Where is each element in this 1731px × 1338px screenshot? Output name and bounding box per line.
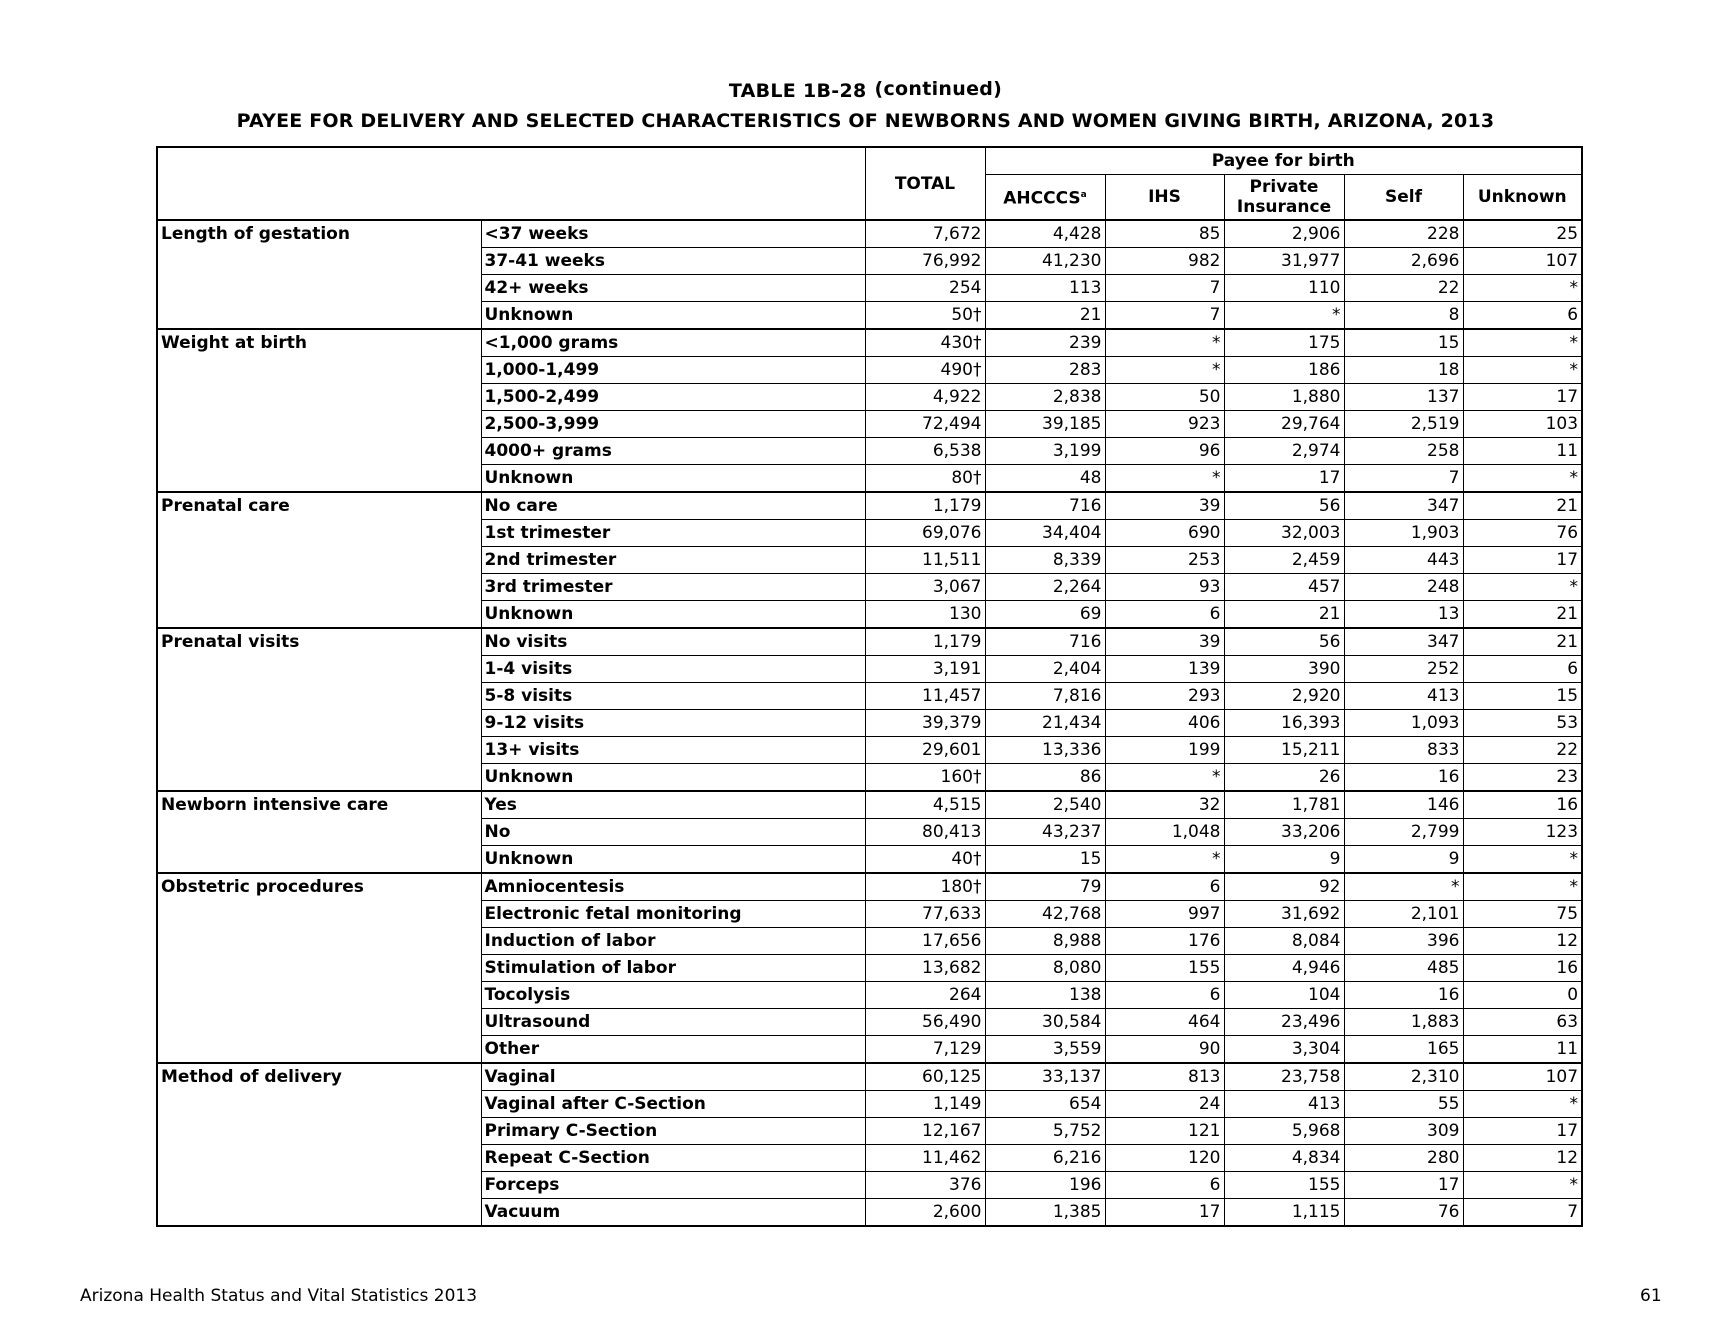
- private-insurance-cell: 1,115: [1224, 1199, 1344, 1227]
- unknown-cell: 75: [1463, 901, 1582, 928]
- private-insurance-cell: 1,880: [1224, 384, 1344, 411]
- ahcccs-cell: 43,237: [985, 819, 1105, 846]
- ahcccs-cell: 716: [985, 492, 1105, 520]
- row-label: 1st trimester: [481, 520, 865, 547]
- private-insurance-cell: 4,946: [1224, 955, 1344, 982]
- self-column-header: Self: [1344, 175, 1463, 221]
- row-label: Unknown: [481, 764, 865, 792]
- total-cell: 17,656: [865, 928, 985, 955]
- private-insurance-cell: 31,977: [1224, 248, 1344, 275]
- ihs-cell: 7: [1105, 275, 1224, 302]
- private-insurance-cell: 33,206: [1224, 819, 1344, 846]
- continued-label: (continued): [874, 78, 1003, 100]
- ihs-cell: 17: [1105, 1199, 1224, 1227]
- unknown-cell: 16: [1463, 955, 1582, 982]
- ihs-cell: 93: [1105, 574, 1224, 601]
- table-header: [157, 147, 1582, 220]
- private-insurance-cell: 15,211: [1224, 737, 1344, 764]
- total-cell: 69,076: [865, 520, 985, 547]
- private-insurance-cell: 29,764: [1224, 411, 1344, 438]
- unknown-cell: *: [1463, 357, 1582, 384]
- total-cell: 40†: [865, 846, 985, 874]
- ahcccs-cell: 41,230: [985, 248, 1105, 275]
- unknown-cell: 6: [1463, 302, 1582, 330]
- unknown-cell: *: [1463, 329, 1582, 357]
- total-cell: 130: [865, 601, 985, 629]
- ahcccs-cell: 39,185: [985, 411, 1105, 438]
- ihs-column-header: IHS: [1105, 175, 1224, 221]
- private-insurance-cell: 32,003: [1224, 520, 1344, 547]
- ahcccs-cell: 113: [985, 275, 1105, 302]
- total-cell: 56,490: [865, 1009, 985, 1036]
- ihs-cell: 24: [1105, 1091, 1224, 1118]
- total-cell: 80†: [865, 465, 985, 493]
- ahcccs-cell: 6,216: [985, 1145, 1105, 1172]
- ihs-cell: 176: [1105, 928, 1224, 955]
- private-insurance-cell: 56: [1224, 628, 1344, 656]
- private-insurance-cell: 26: [1224, 764, 1344, 792]
- table-title: PAYEE FOR DELIVERY AND SELECTED CHARACTERISTICS OF NEWBORNS AND WOMEN GIVING BIRTH, ARIZONA, 2013: [236, 110, 1495, 132]
- blank-header-cell: [157, 147, 865, 220]
- private-insurance-cell: 5,968: [1224, 1118, 1344, 1145]
- unknown-cell: *: [1463, 846, 1582, 874]
- self-cell: 347: [1344, 628, 1463, 656]
- row-label: No visits: [481, 628, 865, 656]
- row-label: Unknown: [481, 465, 865, 493]
- private-insurance-cell: 92: [1224, 873, 1344, 901]
- row-label: No: [481, 819, 865, 846]
- ahcccs-cell: 283: [985, 357, 1105, 384]
- ihs-cell: 7: [1105, 302, 1224, 330]
- self-cell: 228: [1344, 220, 1463, 248]
- row-label: Forceps: [481, 1172, 865, 1199]
- ahcccs-cell: 2,404: [985, 656, 1105, 683]
- private-insurance-cell: 1,781: [1224, 791, 1344, 819]
- unknown-cell: 11: [1463, 438, 1582, 465]
- footer-publication: Arizona Health Status and Vital Statistics 2013: [80, 1286, 478, 1306]
- row-label: Unknown: [481, 846, 865, 874]
- total-cell: 264: [865, 982, 985, 1009]
- ahcccs-cell: 5,752: [985, 1118, 1105, 1145]
- private-insurance-cell: 104: [1224, 982, 1344, 1009]
- private-insurance-cell: 23,758: [1224, 1063, 1344, 1091]
- ahcccs-cell: 2,264: [985, 574, 1105, 601]
- total-cell: 80,413: [865, 819, 985, 846]
- unknown-cell: 76: [1463, 520, 1582, 547]
- total-cell: 77,633: [865, 901, 985, 928]
- table-row: [157, 220, 1582, 248]
- ahcccs-cell: 4,428: [985, 220, 1105, 248]
- private-insurance-cell: 390: [1224, 656, 1344, 683]
- category-label: Obstetric procedures: [157, 873, 481, 1063]
- total-cell: 6,538: [865, 438, 985, 465]
- self-cell: 2,519: [1344, 411, 1463, 438]
- self-cell: 258: [1344, 438, 1463, 465]
- row-label: 2,500-3,999: [481, 411, 865, 438]
- payee-group-header: Payee for birth: [985, 147, 1582, 175]
- page-number: 61: [1640, 1286, 1662, 1306]
- private-insurance-cell: 186: [1224, 357, 1344, 384]
- row-label: <1,000 grams: [481, 329, 865, 357]
- ahcccs-cell: 7,816: [985, 683, 1105, 710]
- ahcccs-cell: 21: [985, 302, 1105, 330]
- private-insurance-cell: 9: [1224, 846, 1344, 874]
- row-label: Amniocentesis: [481, 873, 865, 901]
- ihs-cell: 6: [1105, 601, 1224, 629]
- row-label: Electronic fetal monitoring: [481, 901, 865, 928]
- total-cell: 11,462: [865, 1145, 985, 1172]
- ihs-cell: 6: [1105, 873, 1224, 901]
- ihs-cell: 293: [1105, 683, 1224, 710]
- row-label: 1,500-2,499: [481, 384, 865, 411]
- category-label: Prenatal visits: [157, 628, 481, 791]
- unknown-cell: 17: [1463, 547, 1582, 574]
- row-label: <37 weeks: [481, 220, 865, 248]
- ihs-cell: 997: [1105, 901, 1224, 928]
- ahcccs-cell: 21,434: [985, 710, 1105, 737]
- total-cell: 180†: [865, 873, 985, 901]
- self-cell: 9: [1344, 846, 1463, 874]
- row-label: Induction of labor: [481, 928, 865, 955]
- unknown-cell: 25: [1463, 220, 1582, 248]
- ahcccs-cell: 2,838: [985, 384, 1105, 411]
- unknown-cell: 6: [1463, 656, 1582, 683]
- ihs-cell: 85: [1105, 220, 1224, 248]
- ihs-cell: 6: [1105, 982, 1224, 1009]
- ahcccs-cell: 3,199: [985, 438, 1105, 465]
- category-label: Length of gestation: [157, 220, 481, 329]
- ihs-cell: 1,048: [1105, 819, 1224, 846]
- self-cell: 55: [1344, 1091, 1463, 1118]
- self-cell: 309: [1344, 1118, 1463, 1145]
- table-id-heading: [0, 80, 1731, 102]
- row-label: 13+ visits: [481, 737, 865, 764]
- unknown-cell: 0: [1463, 982, 1582, 1009]
- self-cell: 413: [1344, 683, 1463, 710]
- self-cell: 252: [1344, 656, 1463, 683]
- total-cell: 160†: [865, 764, 985, 792]
- self-cell: 137: [1344, 384, 1463, 411]
- private-insurance-cell: 17: [1224, 465, 1344, 493]
- unknown-cell: 21: [1463, 628, 1582, 656]
- ihs-cell: 923: [1105, 411, 1224, 438]
- private-insurance-cell: 21: [1224, 601, 1344, 629]
- self-cell: 76: [1344, 1199, 1463, 1227]
- self-cell: 8: [1344, 302, 1463, 330]
- ahcccs-cell: 33,137: [985, 1063, 1105, 1091]
- ihs-cell: 199: [1105, 737, 1224, 764]
- total-cell: 3,191: [865, 656, 985, 683]
- ahcccs-cell: 15: [985, 846, 1105, 874]
- private-insurance-cell: 110: [1224, 275, 1344, 302]
- total-cell: 4,922: [865, 384, 985, 411]
- unknown-cell: *: [1463, 873, 1582, 901]
- ahcccs-cell: 654: [985, 1091, 1105, 1118]
- private-insurance-cell: 23,496: [1224, 1009, 1344, 1036]
- category-label: Newborn intensive care: [157, 791, 481, 873]
- ihs-cell: *: [1105, 764, 1224, 792]
- self-cell: 1,883: [1344, 1009, 1463, 1036]
- self-cell: 22: [1344, 275, 1463, 302]
- self-cell: 146: [1344, 791, 1463, 819]
- total-cell: 4,515: [865, 791, 985, 819]
- private-insurance-cell: 31,692: [1224, 901, 1344, 928]
- ihs-cell: 155: [1105, 955, 1224, 982]
- self-cell: 2,696: [1344, 248, 1463, 275]
- ihs-cell: 32: [1105, 791, 1224, 819]
- self-cell: 485: [1344, 955, 1463, 982]
- ahcccs-cell: 2,540: [985, 791, 1105, 819]
- ahcccs-cell: 48: [985, 465, 1105, 493]
- ahcccs-cell: 239: [985, 329, 1105, 357]
- self-cell: 347: [1344, 492, 1463, 520]
- ihs-cell: 982: [1105, 248, 1224, 275]
- ahcccs-footnote-marker: a: [1080, 190, 1087, 201]
- self-cell: 16: [1344, 982, 1463, 1009]
- unknown-cell: *: [1463, 465, 1582, 493]
- total-cell: 12,167: [865, 1118, 985, 1145]
- ihs-cell: *: [1105, 465, 1224, 493]
- row-label: No care: [481, 492, 865, 520]
- row-label: 5-8 visits: [481, 683, 865, 710]
- total-cell: 72,494: [865, 411, 985, 438]
- ihs-cell: 121: [1105, 1118, 1224, 1145]
- unknown-cell: 107: [1463, 248, 1582, 275]
- private-insurance-cell: 8,084: [1224, 928, 1344, 955]
- private-insurance-cell: 4,834: [1224, 1145, 1344, 1172]
- private-insurance-cell: *: [1224, 302, 1344, 330]
- payee-table: [156, 146, 1583, 1227]
- row-label: Stimulation of labor: [481, 955, 865, 982]
- unknown-cell: 17: [1463, 384, 1582, 411]
- ihs-cell: 90: [1105, 1036, 1224, 1064]
- ahcccs-cell: 1,385: [985, 1199, 1105, 1227]
- unknown-cell: 22: [1463, 737, 1582, 764]
- unknown-cell: 15: [1463, 683, 1582, 710]
- self-cell: 248: [1344, 574, 1463, 601]
- self-cell: 1,093: [1344, 710, 1463, 737]
- total-cell: 13,682: [865, 955, 985, 982]
- ahcccs-cell: 42,768: [985, 901, 1105, 928]
- total-cell: 254: [865, 275, 985, 302]
- unknown-cell: *: [1463, 1091, 1582, 1118]
- row-label: 1-4 visits: [481, 656, 865, 683]
- unknown-cell: 63: [1463, 1009, 1582, 1036]
- ihs-cell: 96: [1105, 438, 1224, 465]
- table-row: [157, 329, 1582, 357]
- ihs-cell: *: [1105, 846, 1224, 874]
- ahcccs-cell: 69: [985, 601, 1105, 629]
- category-label: Method of delivery: [157, 1063, 481, 1226]
- row-label: 4000+ grams: [481, 438, 865, 465]
- ahcccs-cell: 13,336: [985, 737, 1105, 764]
- row-label: Tocolysis: [481, 982, 865, 1009]
- self-cell: 17: [1344, 1172, 1463, 1199]
- ihs-cell: 406: [1105, 710, 1224, 737]
- total-cell: 376: [865, 1172, 985, 1199]
- table-row: [157, 791, 1582, 819]
- table-id: TABLE 1B-28: [728, 80, 867, 102]
- unknown-cell: *: [1463, 1172, 1582, 1199]
- row-label: Vaginal after C-Section: [481, 1091, 865, 1118]
- row-label: Unknown: [481, 302, 865, 330]
- total-cell: 430†: [865, 329, 985, 357]
- self-cell: 833: [1344, 737, 1463, 764]
- unknown-cell: 21: [1463, 601, 1582, 629]
- ahcccs-cell: 8,339: [985, 547, 1105, 574]
- private-insurance-cell: 16,393: [1224, 710, 1344, 737]
- unknown-cell: 23: [1463, 764, 1582, 792]
- ihs-cell: 50: [1105, 384, 1224, 411]
- ihs-cell: 253: [1105, 547, 1224, 574]
- table-row: [157, 1063, 1582, 1091]
- private-insurance-cell: 155: [1224, 1172, 1344, 1199]
- self-cell: 443: [1344, 547, 1463, 574]
- table-row: [157, 492, 1582, 520]
- ahcccs-cell: 716: [985, 628, 1105, 656]
- ihs-cell: 6: [1105, 1172, 1224, 1199]
- category-label: Weight at birth: [157, 329, 481, 492]
- total-cell: 490†: [865, 357, 985, 384]
- total-cell: 7,672: [865, 220, 985, 248]
- unknown-cell: 107: [1463, 1063, 1582, 1091]
- row-label: 2nd trimester: [481, 547, 865, 574]
- unknown-cell: 21: [1463, 492, 1582, 520]
- self-cell: 2,101: [1344, 901, 1463, 928]
- row-label: Vacuum: [481, 1199, 865, 1227]
- private-insurance-cell: 56: [1224, 492, 1344, 520]
- private-insurance-cell: 2,974: [1224, 438, 1344, 465]
- row-label: Other: [481, 1036, 865, 1064]
- ahcccs-cell: 196: [985, 1172, 1105, 1199]
- total-cell: 60,125: [865, 1063, 985, 1091]
- unknown-cell: *: [1463, 574, 1582, 601]
- total-cell: 11,511: [865, 547, 985, 574]
- ihs-cell: 690: [1105, 520, 1224, 547]
- total-cell: 2,600: [865, 1199, 985, 1227]
- row-label: 37-41 weeks: [481, 248, 865, 275]
- unknown-cell: 123: [1463, 819, 1582, 846]
- unknown-cell: 53: [1463, 710, 1582, 737]
- total-cell: 1,179: [865, 628, 985, 656]
- self-cell: 2,310: [1344, 1063, 1463, 1091]
- self-cell: 7: [1344, 465, 1463, 493]
- ihs-cell: 464: [1105, 1009, 1224, 1036]
- self-cell: 16: [1344, 764, 1463, 792]
- row-label: 42+ weeks: [481, 275, 865, 302]
- private-insurance-cell: 2,906: [1224, 220, 1344, 248]
- ihs-cell: 120: [1105, 1145, 1224, 1172]
- ahcccs-cell: 8,080: [985, 955, 1105, 982]
- private-insurance-cell: 2,920: [1224, 683, 1344, 710]
- total-cell: 29,601: [865, 737, 985, 764]
- unknown-cell: 11: [1463, 1036, 1582, 1064]
- unknown-cell: 103: [1463, 411, 1582, 438]
- unknown-cell: 16: [1463, 791, 1582, 819]
- ihs-cell: 139: [1105, 656, 1224, 683]
- self-cell: 15: [1344, 329, 1463, 357]
- ihs-cell: 813: [1105, 1063, 1224, 1091]
- ahcccs-cell: 138: [985, 982, 1105, 1009]
- ahcccs-cell: 30,584: [985, 1009, 1105, 1036]
- unknown-cell: 12: [1463, 1145, 1582, 1172]
- row-label: 9-12 visits: [481, 710, 865, 737]
- self-cell: 2,799: [1344, 819, 1463, 846]
- ahcccs-cell: 34,404: [985, 520, 1105, 547]
- ihs-cell: *: [1105, 329, 1224, 357]
- total-column-header: TOTAL: [865, 147, 985, 220]
- row-label: 1,000-1,499: [481, 357, 865, 384]
- ihs-cell: 39: [1105, 492, 1224, 520]
- unknown-cell: 7: [1463, 1199, 1582, 1227]
- total-cell: 39,379: [865, 710, 985, 737]
- ahcccs-label: AHCCCS: [1003, 188, 1081, 209]
- row-label: 3rd trimester: [481, 574, 865, 601]
- unknown-cell: *: [1463, 275, 1582, 302]
- ahcccs-cell: 8,988: [985, 928, 1105, 955]
- self-cell: 18: [1344, 357, 1463, 384]
- table-row: [157, 628, 1582, 656]
- self-cell: 280: [1344, 1145, 1463, 1172]
- row-label: Repeat C-Section: [481, 1145, 865, 1172]
- ahcccs-cell: 86: [985, 764, 1105, 792]
- total-cell: 1,149: [865, 1091, 985, 1118]
- table-row: [157, 873, 1582, 901]
- total-cell: 3,067: [865, 574, 985, 601]
- self-cell: 396: [1344, 928, 1463, 955]
- private-insurance-cell: 2,459: [1224, 547, 1344, 574]
- total-cell: 11,457: [865, 683, 985, 710]
- self-cell: 13: [1344, 601, 1463, 629]
- ihs-cell: 39: [1105, 628, 1224, 656]
- unknown-cell: 12: [1463, 928, 1582, 955]
- total-cell: 7,129: [865, 1036, 985, 1064]
- self-cell: 1,903: [1344, 520, 1463, 547]
- ahcccs-cell: 79: [985, 873, 1105, 901]
- private-insurance-cell: 175: [1224, 329, 1344, 357]
- row-label: Vaginal: [481, 1063, 865, 1091]
- private-insurance-column-header: Private Insurance: [1224, 175, 1344, 221]
- total-cell: 50†: [865, 302, 985, 330]
- row-label: Primary C-Section: [481, 1118, 865, 1145]
- private-insurance-cell: 457: [1224, 574, 1344, 601]
- ahcccs-cell: 3,559: [985, 1036, 1105, 1064]
- self-cell: *: [1344, 873, 1463, 901]
- unknown-cell: 17: [1463, 1118, 1582, 1145]
- unknown-column-header: Unknown: [1463, 175, 1582, 221]
- self-cell: 165: [1344, 1036, 1463, 1064]
- ihs-cell: *: [1105, 357, 1224, 384]
- category-label: Prenatal care: [157, 492, 481, 628]
- ahcccs-column-header: [985, 175, 1105, 221]
- row-label: Yes: [481, 791, 865, 819]
- private-insurance-cell: 413: [1224, 1091, 1344, 1118]
- total-cell: 76,992: [865, 248, 985, 275]
- total-cell: 1,179: [865, 492, 985, 520]
- table-body: [157, 220, 1582, 1226]
- row-label: Unknown: [481, 601, 865, 629]
- private-insurance-cell: 3,304: [1224, 1036, 1344, 1064]
- row-label: Ultrasound: [481, 1009, 865, 1036]
